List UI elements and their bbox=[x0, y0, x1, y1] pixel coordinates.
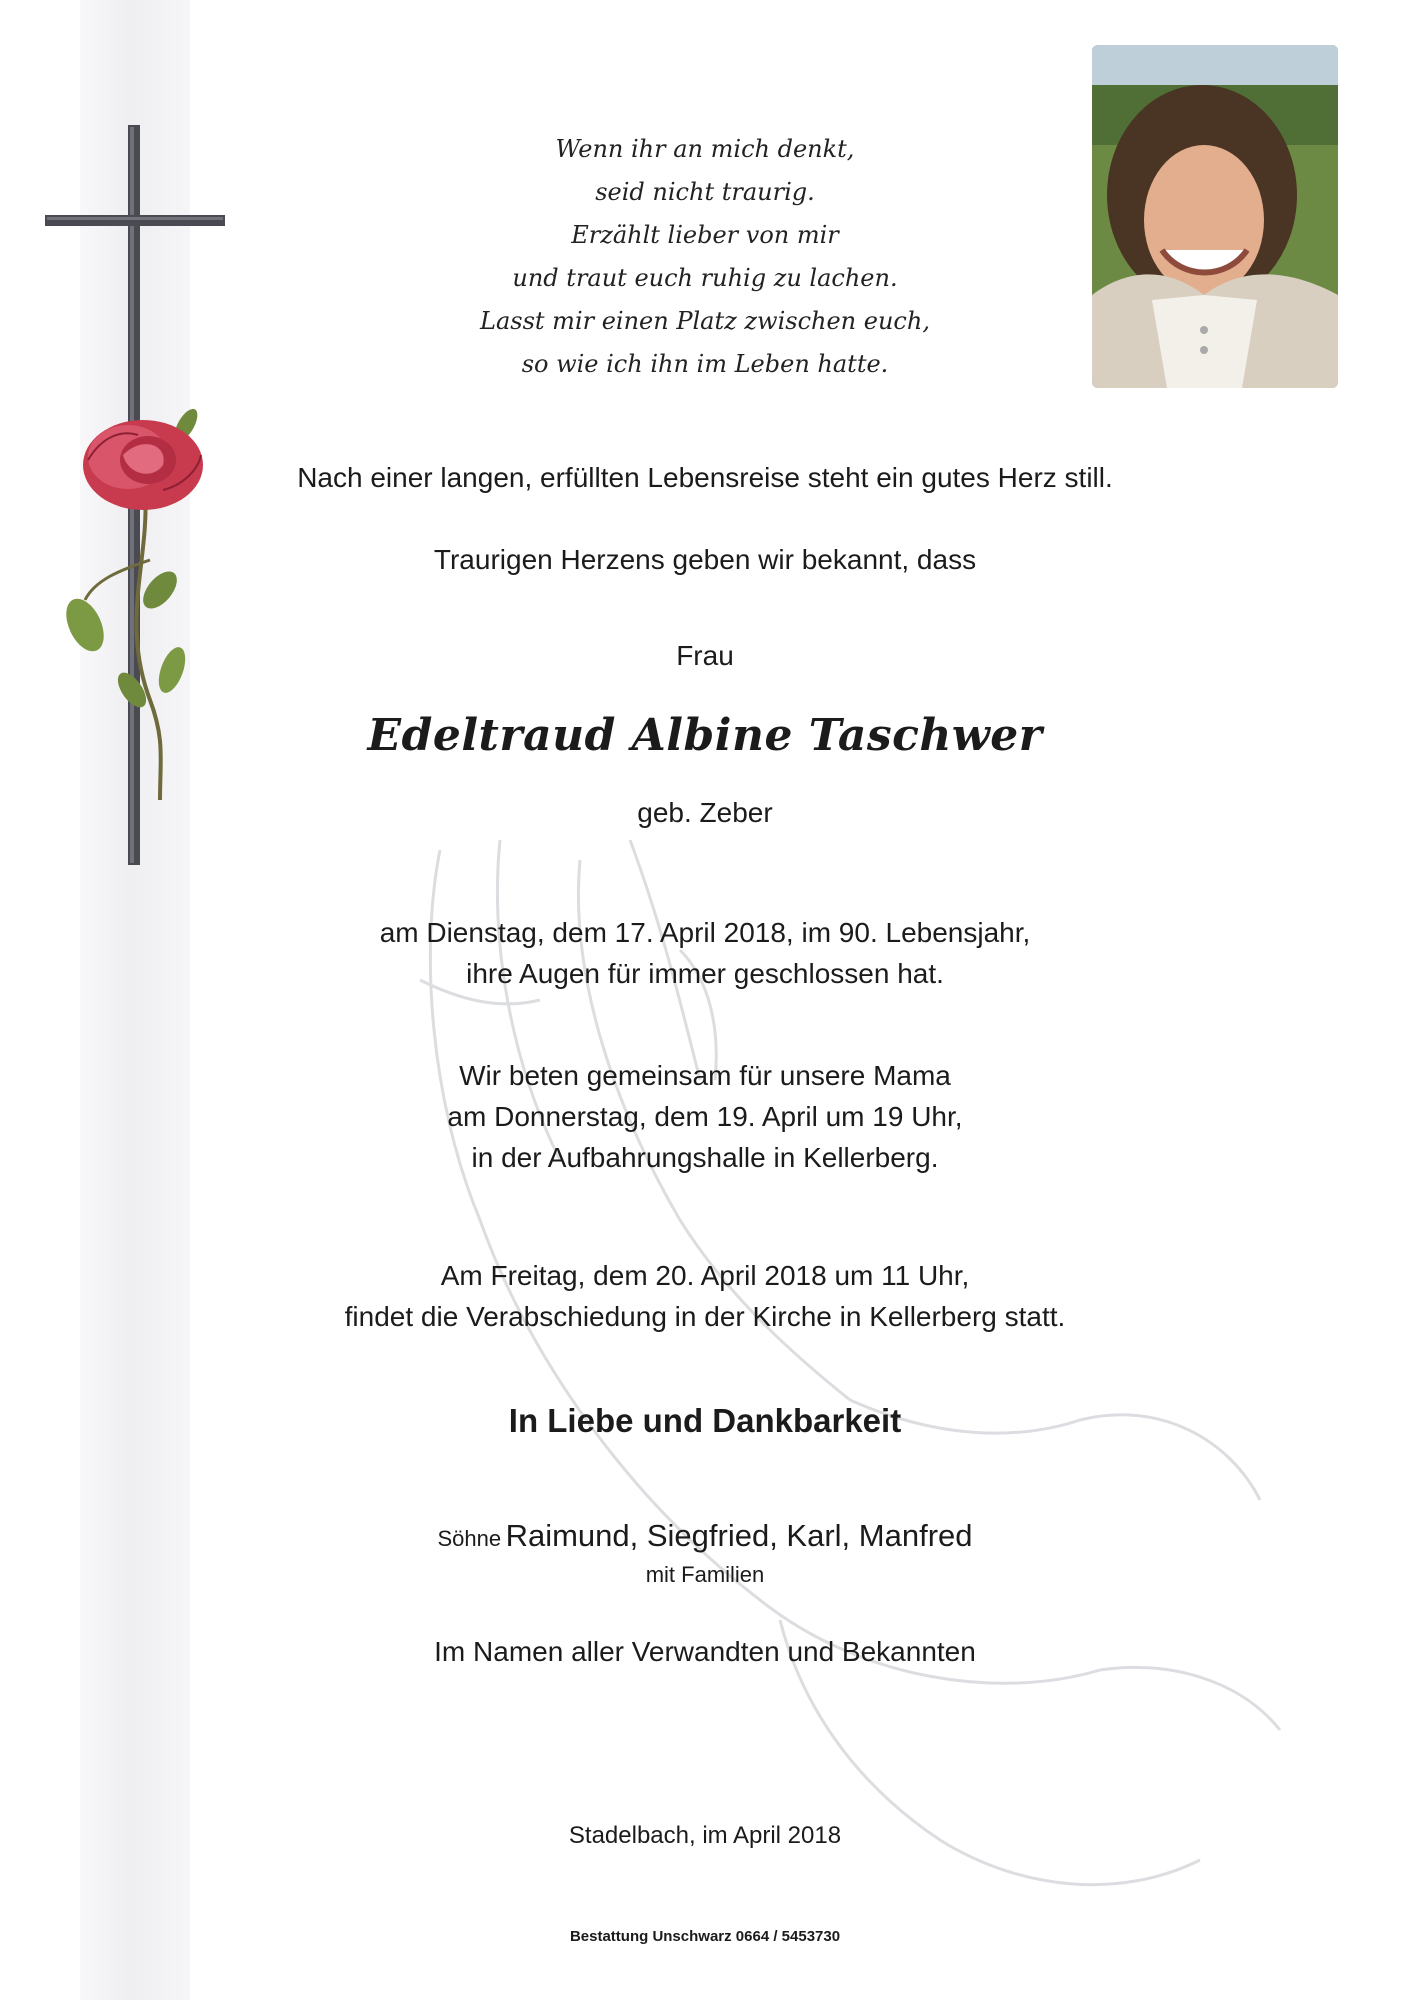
farewell-line-2: findet die Verabschiedung in der Kirche in Kellerberg statt. bbox=[344, 1301, 1066, 1332]
with-families: mit Familien bbox=[645, 1562, 765, 1587]
rose bbox=[83, 420, 203, 510]
prayer-line-3: in der Aufbahrungshalle in Kellerberg. bbox=[471, 1142, 939, 1173]
sons-names: Raimund, Siegfried, Karl, Manfred bbox=[505, 1518, 973, 1553]
cross-with-rose-icon bbox=[0, 0, 260, 900]
poem-line: Erzählt lieber von mir bbox=[571, 221, 839, 249]
relatives-line: Im Namen aller Verwandten und Bekannten bbox=[434, 1636, 976, 1667]
salutation: Frau bbox=[676, 640, 734, 671]
deceased-name: Edeltraud Albine Taschwer bbox=[367, 710, 1043, 761]
poem-line: so wie ich ihn im Leben hatte. bbox=[521, 350, 889, 378]
poem-line: Wenn ihr an mich denkt, bbox=[555, 135, 855, 163]
sons-line bbox=[250, 1518, 1160, 1554]
poem-line: und traut euch ruhig zu lachen. bbox=[512, 264, 898, 292]
intro-text: Nach einer langen, erfüllten Lebensreise steht ein gutes Herz still. bbox=[297, 462, 1113, 493]
farewell-line-1: Am Freitag, dem 20. April 2018 um 11 Uhr, bbox=[440, 1260, 970, 1291]
death-line-1: am Dienstag, dem 17. April 2018, im 90. Lebensjahr, bbox=[379, 917, 1031, 948]
announcement-text: Traurigen Herzens geben wir bekannt, dass bbox=[433, 544, 977, 575]
prayer-line-1: Wir beten gemeinsam für unsere Mama bbox=[459, 1060, 951, 1091]
sons-label: Söhne bbox=[437, 1526, 502, 1551]
poem bbox=[250, 128, 1160, 386]
prayer-line-2: am Donnerstag, dem 19. April um 19 Uhr, bbox=[447, 1101, 963, 1132]
closing-phrase: In Liebe und Dankbarkeit bbox=[508, 1402, 902, 1439]
funeral-home-footer: Bestattung Unschwarz 0664 / 5453730 bbox=[569, 1928, 841, 1945]
maiden-name: geb. Zeber bbox=[637, 797, 773, 828]
poem-line: seid nicht traurig. bbox=[595, 178, 815, 206]
death-line-2: ihre Augen für immer geschlossen hat. bbox=[466, 958, 944, 989]
place-date: Stadelbach, im April 2018 bbox=[568, 1822, 842, 1849]
cross-horizontal bbox=[45, 215, 225, 226]
poem-line: Lasst mir einen Platz zwischen euch, bbox=[480, 307, 930, 335]
